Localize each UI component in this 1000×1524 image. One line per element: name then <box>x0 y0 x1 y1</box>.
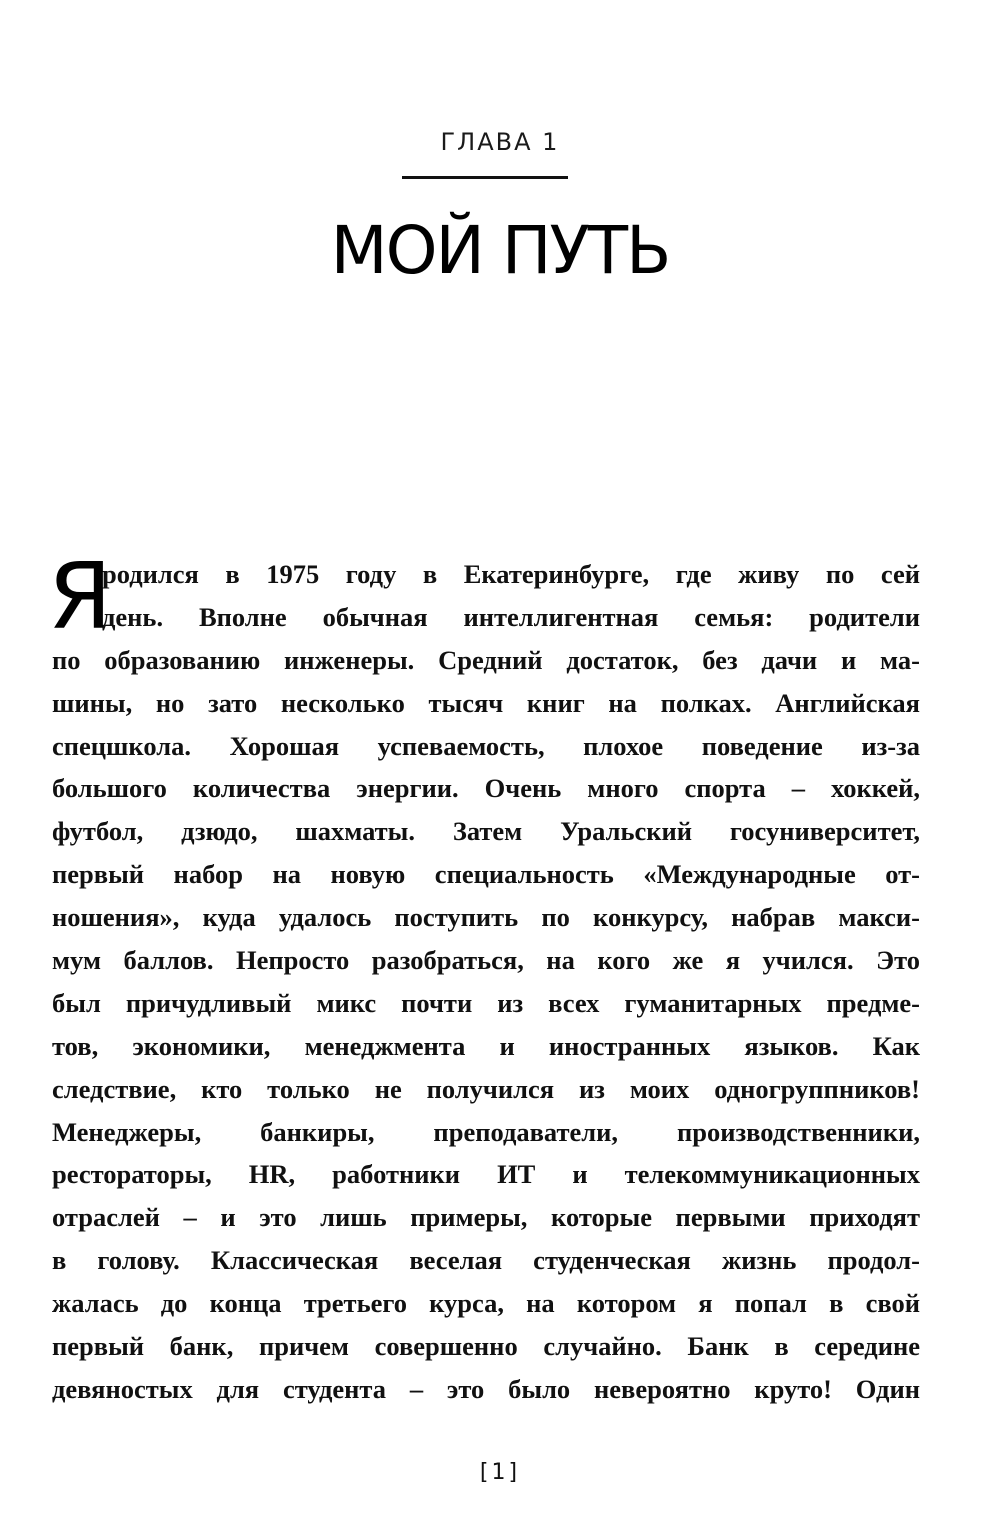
text-line: спецшкола. Хорошая успеваемость, плохое поведение из-за <box>52 730 920 761</box>
page-number: [1] <box>479 1460 521 1485</box>
text-line: футбол, дзюдо, шахматы. Затем Уральский госуниверситет, <box>52 816 920 847</box>
text-line: Менеджеры, банкиры, преподаватели, производственники, <box>52 1116 920 1147</box>
text-line: первый банк, причем совершенно случайно. Банк в середине <box>52 1331 920 1362</box>
text-line: следствие, кто только не получился из моих одногруппников! <box>52 1073 920 1104</box>
chapter-divider <box>402 176 568 179</box>
drop-cap: Я <box>48 543 112 650</box>
text-line: шины, но зато несколько тысяч книг на полках. Английская <box>52 687 920 718</box>
text-line: ношения», куда удалось поступить по конкурсу, набрав макси- <box>52 902 920 933</box>
chapter-label: ГЛАВА 1 <box>440 128 560 156</box>
text-line: был причудливый микс почти из всех гуманитарных предме- <box>52 987 920 1018</box>
text-line: рестораторы, HR, работники ИТ и телекоммуникационных <box>52 1159 920 1190</box>
text-line: тов, экономики, менеджмента и иностранных языков. Как <box>52 1030 920 1061</box>
chapter-title: МОЙ ПУТЬ <box>330 212 670 289</box>
text-line: отраслей – и это лишь примеры, которые первыми приходят <box>52 1202 920 1233</box>
text-line: день. Вполне обычная интеллигентная семья: родители <box>102 601 920 632</box>
text-line: первый набор на новую специальность «Международные от- <box>52 859 920 890</box>
text-line: жалась до конца третьего курса, на котором я попал в свой <box>52 1288 920 1319</box>
text-line: по образованию инженеры. Средний достаток, без дачи и ма- <box>52 644 920 675</box>
text-line: большого количества энергии. Очень много спорта – хоккей, <box>52 773 920 804</box>
text-line: родился в 1975 году в Екатеринбурге, где живу по сей <box>102 559 920 589</box>
text-line: девяностых для студента – это было невероятно круто! Один <box>52 1373 920 1404</box>
text-line: в голову. Классическая веселая студенческая жизнь продол- <box>52 1245 920 1276</box>
body-paragraph <box>48 543 920 1411</box>
text-line: мум баллов. Непросто разобраться, на кого же я учился. Это <box>52 945 920 976</box>
